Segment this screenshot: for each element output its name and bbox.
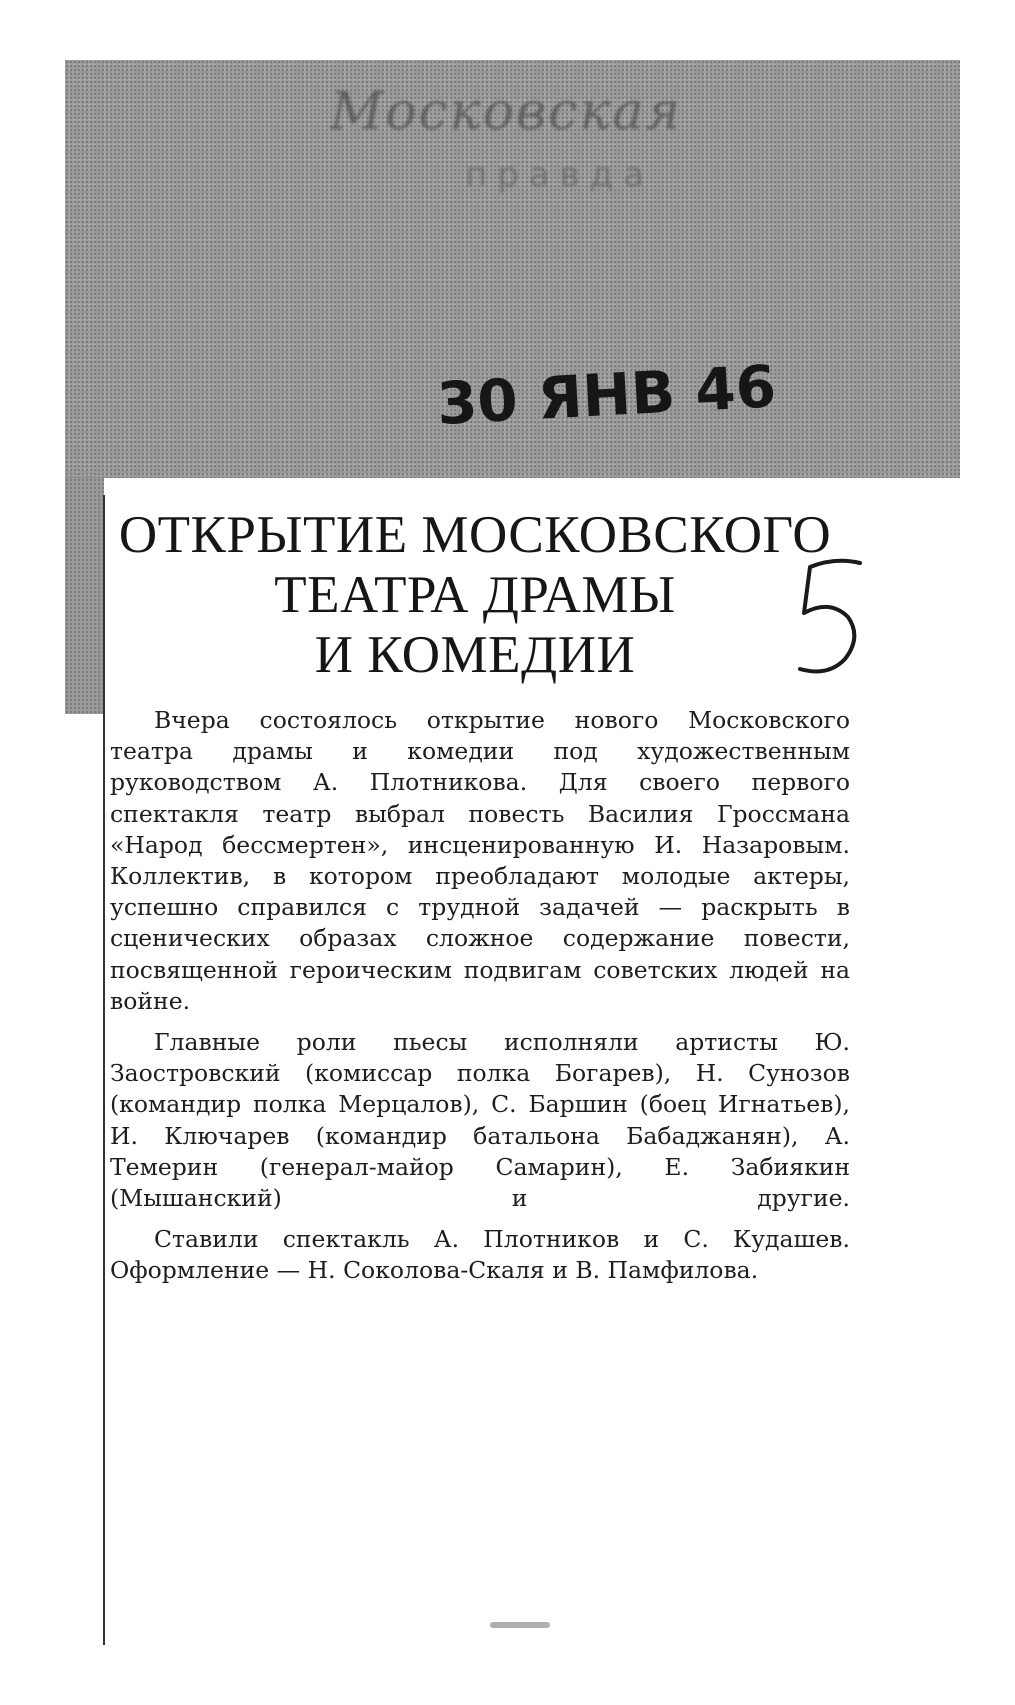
article-paragraph: Вчера состоялось открытие нового Московского театра драмы и комедии под художественным руководством А. Плотникова. Для своего первого спектакля театр выбрал повесть Василия Гроссмана «Народ бессмертен», инсценированную И. Назаровым. Коллектив, в котором преобладают молодые актеры, успешно справился с трудной задачей — раскрыть в сценических образах сложное содержание повести, посвященной героическим подвигам советских людей на войне. <box>110 706 850 1015</box>
handwritten-page-number-icon <box>790 555 865 680</box>
headline-line-2: ТЕАТРА ДРАМЫ <box>274 566 676 624</box>
article-paragraph: Ставили спектакль А. Плотников и С. Кудашев. Оформление — Н. Соколова-Скаля и В. Памфилова. <box>110 1225 850 1285</box>
closing-rule <box>490 1622 550 1628</box>
clipping-edge-shadow <box>65 478 104 714</box>
headline-line-1: ОТКРЫТИЕ МОСКОВСКОГО <box>118 506 832 564</box>
article-body <box>110 705 850 1297</box>
date-stamp: 30 ЯНВ 46 <box>435 352 778 439</box>
newspaper-name-stamp: Московская <box>330 82 682 142</box>
article-paragraph: Главные роли пьесы исполняли артисты Ю. Заостровский (комиссар полка Богарев), Н. Сунозов (командир полка Мерцалов), С. Баршин (боец Игнатьев), И. Ключарев (командир батальона Бабаджанян), А. Темерин (генерал-майор Самарин), Е. Забиякин (Мышанский) и другие. <box>110 1028 850 1213</box>
headline-line-3: И КОМЕДИИ <box>314 626 636 684</box>
column-rule <box>103 495 105 1645</box>
article-headline <box>110 505 840 685</box>
newspaper-subtitle-stamp: правда <box>465 155 655 195</box>
